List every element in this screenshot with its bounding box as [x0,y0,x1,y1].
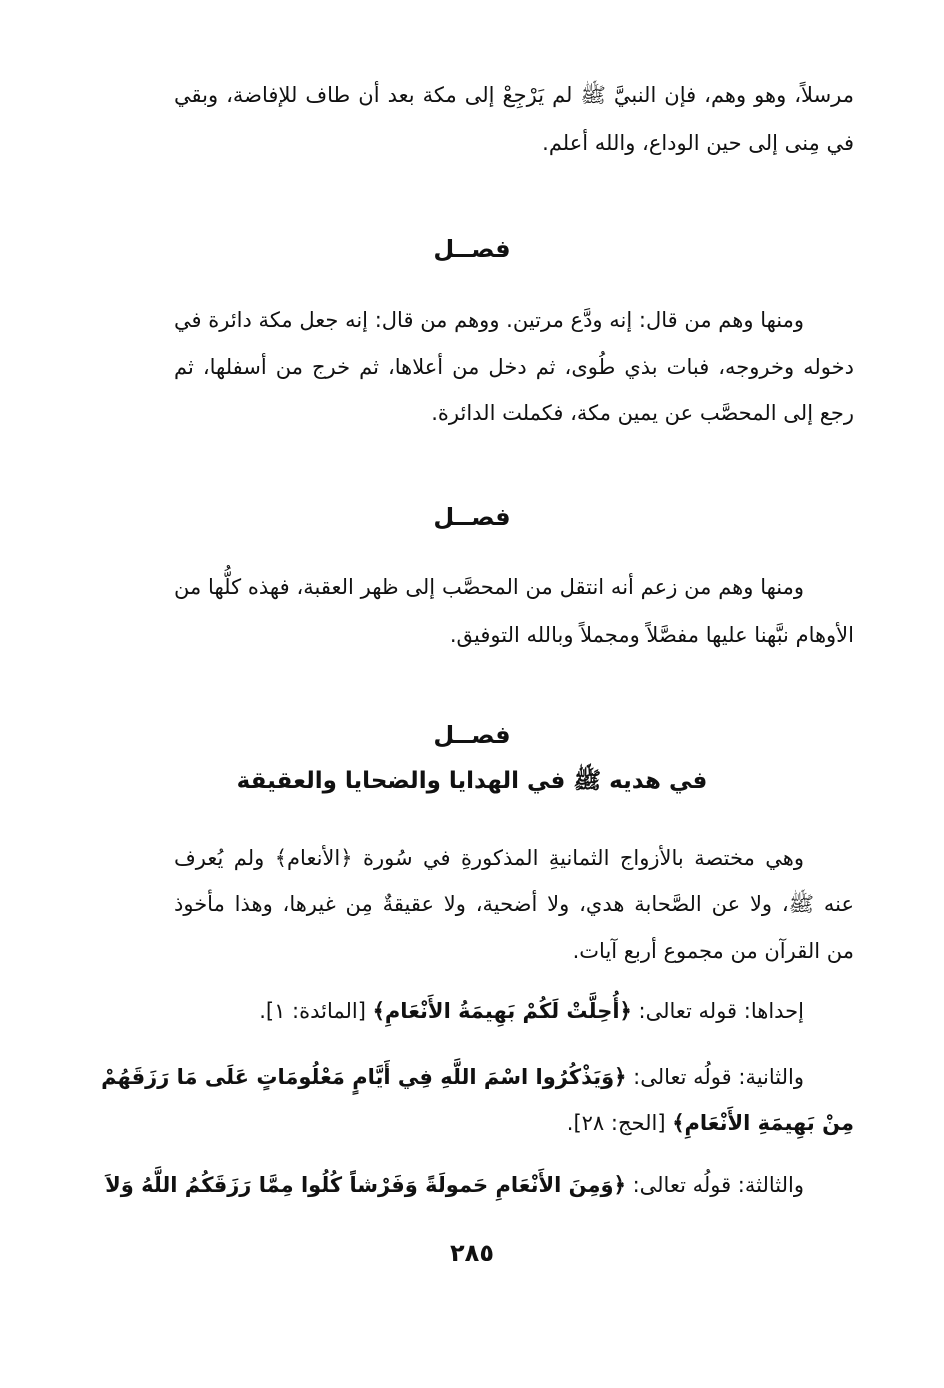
paragraph-line: رجع إلى المحصَّب عن يمين مكة، فكملت الدائرة. [431,401,854,425]
quran-verse: مِنْ بَهِيمَةِ الأَنْعَامِ﴾ [672,1111,854,1135]
verse-line [174,1108,854,1138]
paragraph-line: ومنها وهم من زعم أنه انتقل من المحصَّب إلى ظهر العقبة، فهذه كلُّها من [174,575,804,599]
verse-line [105,1170,804,1200]
verse-line [101,1062,804,1092]
section-subheading: في هديه ﷺ في الهدايا والضحايا والعقيقة [236,768,708,794]
verse-intro: والثانية: قولُه تعالى: [626,1065,804,1089]
verse-reference: [المائدة: ١]. [259,999,373,1023]
section-heading: فصــل [433,503,511,531]
paragraph-line: الأوهام نبَّهنا عليها مفصَّلاً ومجملاً وبالله التوفيق. [449,623,854,647]
paragraph-line: ومنها وهم من قال: إنه ودَّع مرتين. ووهم من قال: إنه جعل مكة دائرة في [174,308,804,332]
paragraph-line: دخوله وخروجه، فبات بذي طُوى، ثم دخل من أعلاها، ثم خرج من أسفلها، ثم [174,355,854,379]
verse-reference: [الحج: ٢٨]. [566,1111,673,1135]
paragraph-line: في مِنى إلى حين الوداع، والله أعلم. [542,131,854,155]
section-heading: فصــل [433,235,511,263]
verse-line [174,996,804,1026]
paragraph-line: مرسلاً، وهو وهم، فإن النبيَّ ﷺ لم يَرْجِعْ إلى مكة بعد أن طاف للإفاضة، وبقي [174,83,854,107]
quran-verse: ﴿أُحِلَّتْ لَكُمْ بَهِيمَةُ الأَنْعَامِ﴾ [372,999,632,1023]
verse-intro: إحداها: قوله تعالى: [631,999,804,1023]
page-number: ٢٨٥ [450,1239,494,1267]
paragraph-line: عنه ﷺ، ولا عن الصَّحابة هدي، ولا أضحية، ولا عقيقةٌ مِن غيرها، وهذا مأخوذ [174,892,854,916]
paragraph-line: وهي مختصة بالأزواج الثمانيةِ المذكورةِ في سُورة ﴿الأنعام﴾ ولم يُعرف [174,846,804,870]
verse-intro: والثالثة: قولُه تعالى: [625,1173,804,1197]
section-heading: فصــل [433,721,511,749]
quran-verse: ﴿وَمِنَ الأَنْعَامِ حَمولَةً وَفَرْشاً كُلُوا مِمَّا رَزَقَكُمُ اللَّهُ وَلاَ [105,1173,626,1197]
quran-verse: ﴿وَيَذْكُرُوا اسْمَ اللَّهِ فِي أَيَّامٍ مَعْلُومَاتٍ عَلَى مَا رَزَقَهُمْ [101,1065,627,1089]
paragraph-line: من القرآن من مجموع أربع آيات. [572,939,854,963]
